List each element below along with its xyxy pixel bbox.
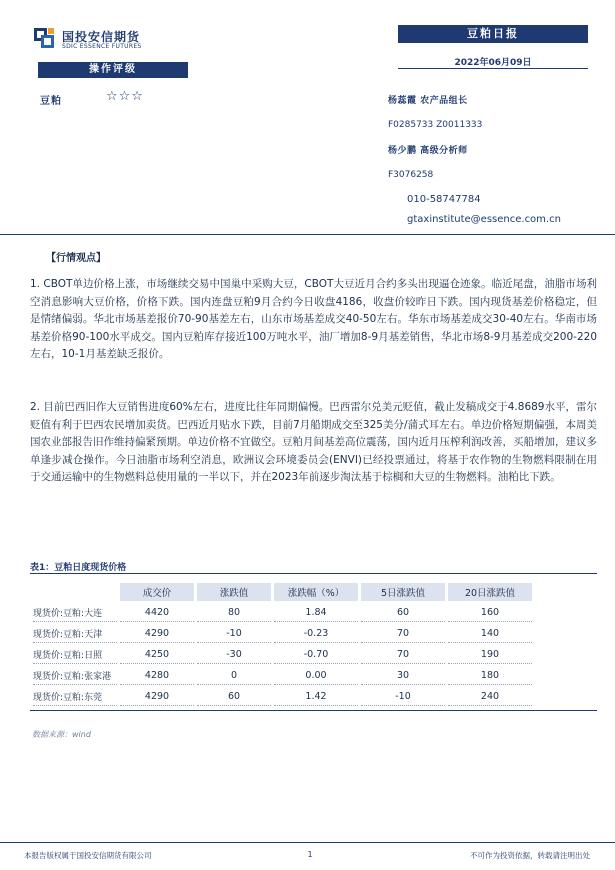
- page-number: 1: [307, 850, 313, 859]
- row-label: 现货价:豆粕:天津: [33, 625, 117, 643]
- table-cell: -30: [197, 646, 271, 664]
- table-cell: 190: [448, 646, 532, 664]
- company-name-cn: 国投安信期货: [62, 30, 141, 44]
- table-cell: 1.84: [274, 604, 358, 622]
- rating-label-bar: 操作评级: [38, 62, 188, 78]
- table-cell: -0.70: [274, 646, 358, 664]
- table-cell: 180: [448, 667, 532, 685]
- report-date: 2022年06月09日: [454, 58, 532, 68]
- table-row: [33, 667, 532, 685]
- section-title-view: 【行情观点】: [46, 253, 106, 264]
- product-name: 豆粕: [40, 96, 62, 107]
- table-cell: -10: [197, 625, 271, 643]
- table-cell: -10: [361, 688, 445, 706]
- analyst-2-id: F3076258: [388, 170, 434, 180]
- date-divider: [398, 68, 588, 69]
- spot-price-table: [30, 580, 535, 709]
- table-cell: 0: [197, 667, 271, 685]
- table-cell: 4250: [120, 646, 194, 664]
- table-row: [33, 646, 532, 664]
- company-logo-icon: [34, 28, 54, 48]
- table-header: 涨跌幅（%）: [274, 583, 358, 601]
- table-cell: 70: [361, 625, 445, 643]
- analyst-2-title: 杨少鹏 高级分析师: [388, 146, 468, 156]
- table-cell: 240: [448, 688, 532, 706]
- row-label: 现货价:豆粕:大连: [33, 604, 117, 622]
- view-paragraph-1: 1. CBOT单边价格上涨，市场继续交易中国巢中采购大豆，CBOT大豆近月合约多头出现逼仓迹象。临近尾盘，油脂市场利空消息影响大豆价格，价格下跌。国内连盘豆粕9月合约今日收盘4186，收盘价较昨日下跌。国内现货基差价格稳定，但是情绪偏弱。华北市场基差报价70-90基差左右，山东市场基差成交40-50左右。华东市场基差成交30-40左右。华南市场基差价格90-100水平成交。国内豆粕库存接近100万吨水平，油厂增加8-9月基差销售，华北市场8-9月基差成交200-220左右，10-1月基差缺乏报价。: [30, 278, 597, 361]
- analyst-1-id: F0285733 Z0011333: [388, 120, 483, 130]
- row-label: 现货价:豆粕:张家港: [33, 667, 117, 685]
- table-row: [33, 604, 532, 622]
- table-header: 5日涨跌值: [361, 583, 445, 601]
- row-label: 现货价:豆粕:东莞: [33, 688, 117, 706]
- table-cell: 70: [361, 646, 445, 664]
- table-top-rule: [30, 573, 597, 574]
- table-cell: -0.23: [274, 625, 358, 643]
- data-source-note: 数据来源：wind: [32, 730, 91, 739]
- table-cell: 0.00: [274, 667, 358, 685]
- header-divider: [0, 234, 615, 235]
- table-cell: 60: [197, 688, 271, 706]
- table-header-row: [33, 583, 532, 601]
- table-cell: 1.42: [274, 688, 358, 706]
- table-cell: 60: [361, 604, 445, 622]
- contact-phone: 010-58747784: [407, 194, 481, 205]
- footer-disclaimer: 不可作为投资依据，转载请注明出处: [470, 851, 590, 860]
- rating-stars: ☆☆☆: [106, 89, 144, 104]
- table-header: 成交价: [120, 583, 194, 601]
- contact-email[interactable]: gtaxinstitute@essence.com.cn: [407, 214, 561, 225]
- table-bottom-rule: [30, 710, 597, 711]
- table-cell: 80: [197, 604, 271, 622]
- table-cell: 4420: [120, 604, 194, 622]
- table-cell: 4290: [120, 688, 194, 706]
- table-cell: 30: [361, 667, 445, 685]
- table-row: [33, 625, 532, 643]
- table-cell: 140: [448, 625, 532, 643]
- table-header-blank: [33, 583, 117, 601]
- table-header: 20日涨跌值: [448, 583, 532, 601]
- table-title: 表1：豆粕日度现货价格: [30, 563, 127, 573]
- table-header: 涨跌值: [197, 583, 271, 601]
- footer-copyright: 本报告版权属于国投安信期货有限公司: [24, 851, 152, 860]
- table-row: [33, 688, 532, 706]
- footer-divider: [0, 842, 615, 843]
- view-paragraph-2: 2. 目前巴西旧作大豆销售进度60%左右，进度比往年同期偏慢。巴西雷尔兑美元贬值，截止发稿成交于4.8689水平，雷尔贬值有利于巴西农民增加卖货。巴西近月贴水下跌，目前7月船期成交至325美分/蒲式耳左右。单边价格短期偏强，本周美国农业部报告旧作维持偏紧预期。单边价格不宜做空。豆粕月间基差高位震荡，国内近月压榨利润改善，买船增加，建议多单逢步减仓操作。今日油脂市场利空消息，欧洲议会环境委员会(ENVI)已经投票通过，将基于农作物的生物燃料限制在用于交通运输中的生物燃料总使用量的一半以下，并在2023年前逐步淘汰基于棕榈和大豆的生物燃料。油粕比下跌。: [30, 401, 597, 484]
- company-name-en: SDIC ESSENCE FUTURES: [62, 43, 142, 50]
- report-title-badge: 豆粕日报: [398, 25, 588, 43]
- analyst-1-title: 杨蕊霞 农产品组长: [388, 96, 468, 106]
- row-label: 现货价:豆粕:日照: [33, 646, 117, 664]
- table-cell: 4280: [120, 667, 194, 685]
- table-cell: 160: [448, 604, 532, 622]
- table-cell: 4290: [120, 625, 194, 643]
